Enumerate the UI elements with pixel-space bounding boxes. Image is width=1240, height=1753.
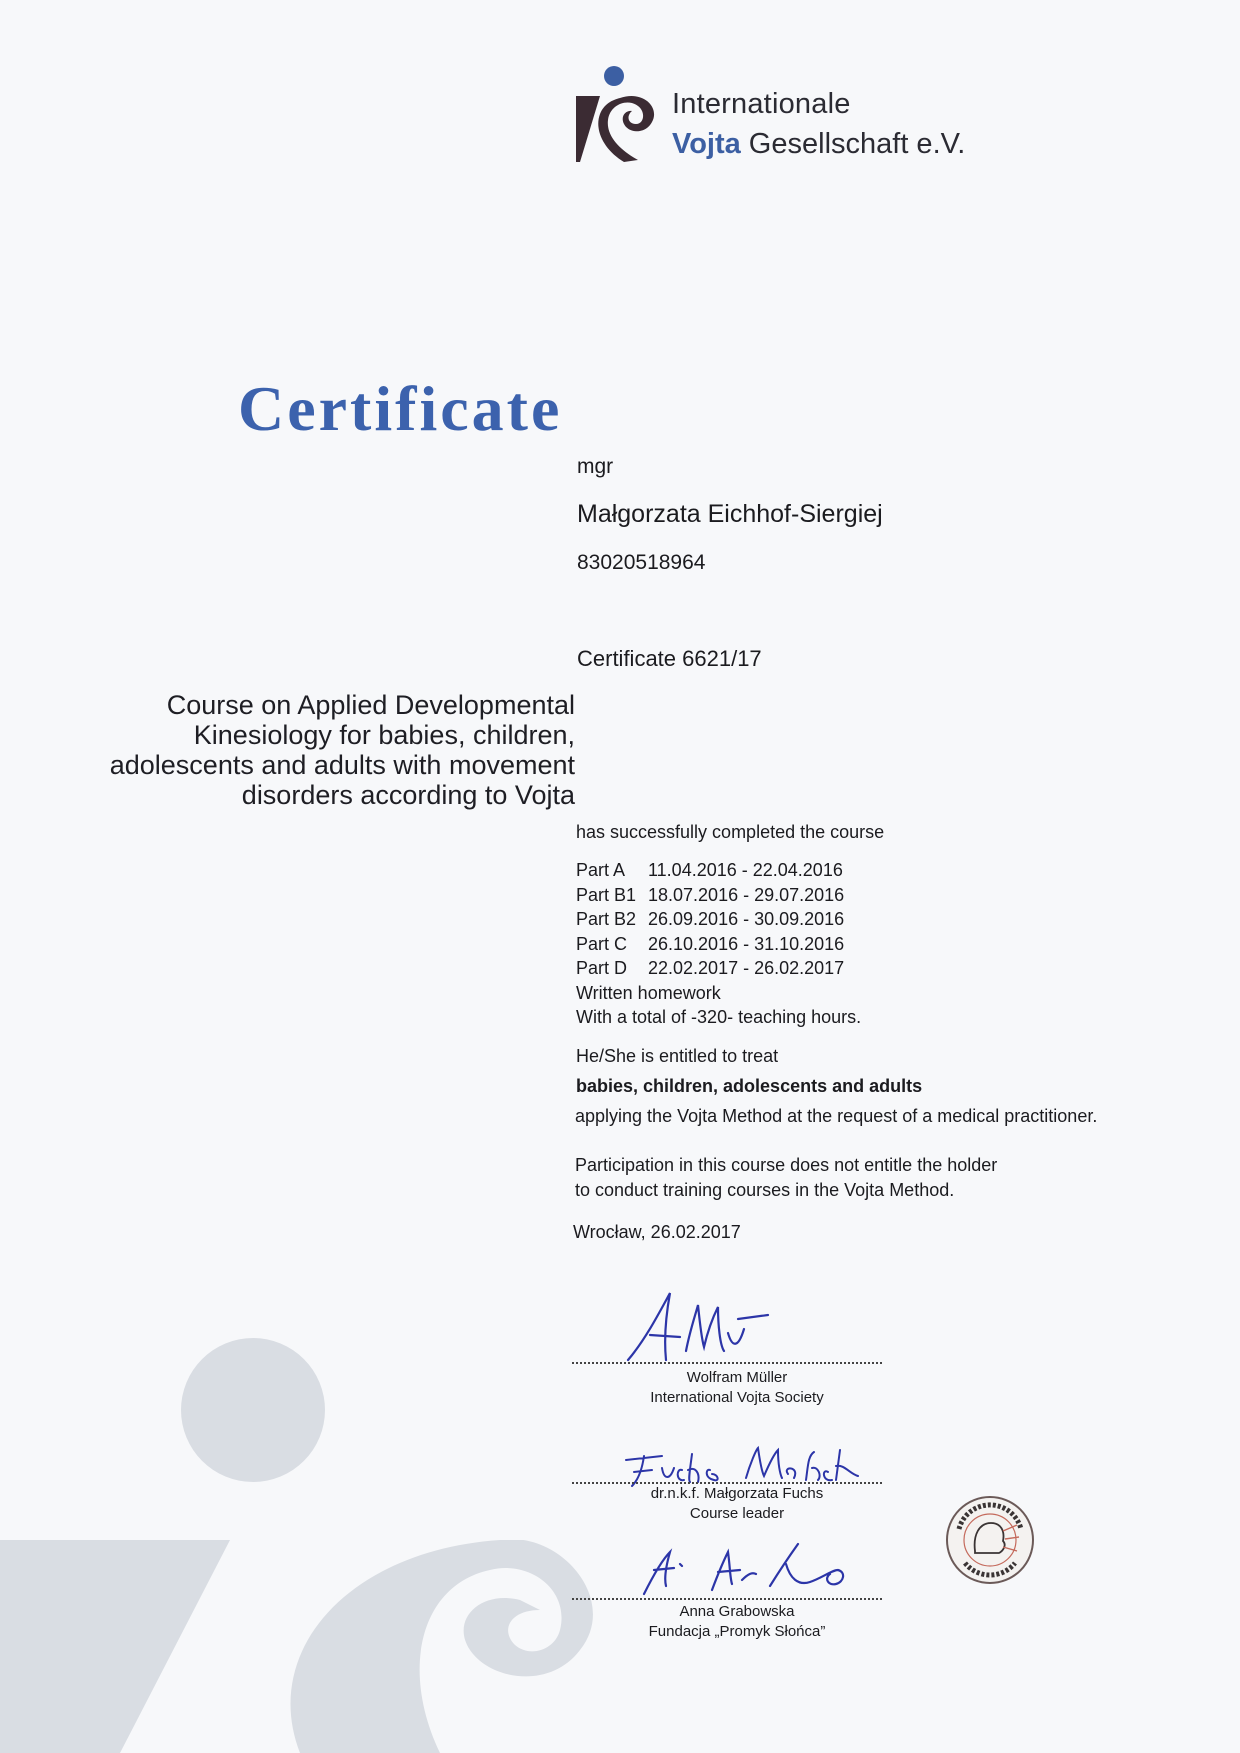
recipient-name: Małgorzata Eichhof-Siergiej <box>577 500 883 528</box>
written-homework: Written homework <box>576 982 721 1003</box>
entitlement-groups: babies, children, adolescents and adults <box>576 1076 923 1096</box>
course-title: Course on Applied Developmental Kinesiology for babies, children, adolescents and adults with movement disorders according to Vojta <box>109 690 575 810</box>
part-label: Part D <box>576 958 628 978</box>
course-part-row <box>576 956 861 981</box>
place-date: Wrocław, 26.02.2017 <box>573 1222 741 1242</box>
course-part-row <box>576 858 861 883</box>
organization-name-line1: Internationale <box>672 88 851 120</box>
part-label: Part B2 <box>576 909 637 929</box>
signatory-3 <box>572 1602 902 1642</box>
course-part-row <box>576 907 861 932</box>
disclaimer-line2: to conduct training courses in the Vojta Method. <box>575 1180 955 1200</box>
teaching-hours-total: With a total of -320- teaching hours. <box>576 1007 862 1027</box>
recipient-degree: mgr <box>577 455 614 478</box>
certificate-number: Certificate 6621/17 <box>577 646 762 671</box>
part-label: Part A <box>576 860 626 880</box>
part-label: Part C <box>576 933 628 954</box>
entitlement-condition: applying the Vojta Method at the request of a medical practitioner. <box>575 1106 1098 1126</box>
signature-wolfram-muller <box>620 1285 780 1365</box>
certificate-title: Certificate <box>238 373 563 444</box>
signature-line-3 <box>572 1598 882 1600</box>
promyk-slonca-seal-icon <box>945 1495 1035 1585</box>
signatory-role: Fundacja „Promyk Słońca” <box>648 1623 826 1640</box>
signatory-role: International Vojta Society <box>650 1389 824 1406</box>
signatory-role: Course leader <box>689 1505 785 1522</box>
completion-intro: has successfully completed the course <box>576 822 885 842</box>
signatory-name: dr.n.k.f. Małgorzata Fuchs <box>650 1485 824 1502</box>
signatory-name: Anna Grabowska <box>679 1603 795 1620</box>
signature-line-1 <box>572 1362 882 1364</box>
part-label: Part B1 <box>576 884 637 905</box>
signatory-name: Wolfram Müller <box>686 1369 788 1386</box>
disclaimer-line1: Participation in this course does not entitle the holder <box>575 1155 998 1175</box>
organization-name-line2 <box>672 128 965 161</box>
watermark-dot <box>181 1338 325 1482</box>
part-dates: 11.04.2016 - 22.04.2016 <box>648 860 843 880</box>
signatory-2 <box>572 1484 902 1524</box>
part-dates: 26.10.2016 - 31.10.2016 <box>648 933 845 954</box>
signatory-1 <box>572 1368 902 1408</box>
organization-name-rest: Gesellschaft e.V. <box>740 128 966 160</box>
part-dates: 18.07.2016 - 29.07.2016 <box>648 884 845 905</box>
part-dates: 26.09.2016 - 30.09.2016 <box>648 909 845 929</box>
course-part-row <box>576 883 861 908</box>
part-dates: 22.02.2017 - 26.02.2017 <box>648 958 845 978</box>
organization-name-vojta: Vojta <box>672 128 741 160</box>
vojta-logo-icon <box>574 64 659 162</box>
course-parts-list <box>576 858 861 1030</box>
watermark-logo-shape <box>0 1540 1240 1753</box>
entitlement-intro: He/She is entitled to treat <box>576 1046 779 1066</box>
course-part-row <box>576 932 861 957</box>
signature-anna-grabowska <box>640 1530 860 1600</box>
recipient-id: 83020518964 <box>577 551 706 574</box>
